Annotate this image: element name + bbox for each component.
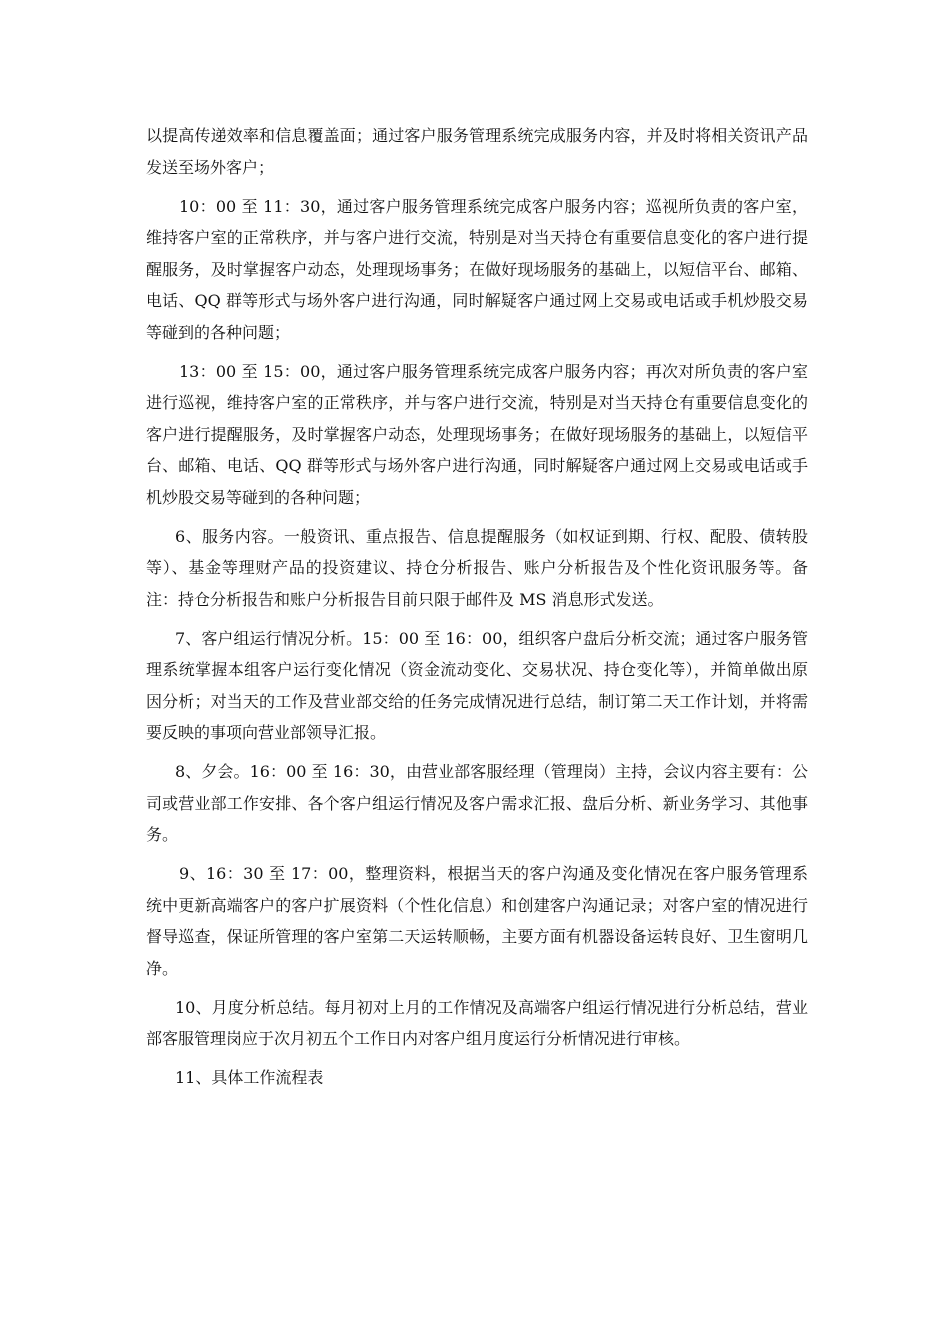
paragraph-morning-schedule: 10：00 至 11：30，通过客户服务管理系统完成客户服务内容；巡视所负责的客户室，维持客户室的正常秩序，并与客户进行交流，特别是对当天持仓有重要信息变化的客户进行提醒服务，及时掌握客户动态，处理现场事务；在做好现场服务的基础上，以短信平台、邮箱、电话、QQ 群等形式与场外客户进行沟通，同时解疑客户通过网上交易或电话或手机炒股交易等碰到的各种问题； (146, 196, 808, 342)
paragraph-data-update: 9、16：30 至 17：00，整理资料，根据当天的客户沟通及变化情况在客户服务管理系统中更新高端客户的客户扩展资料（个性化信息）和创建客户沟通记录；对客户室的情况进行督导巡查，保证所管理的客户室第二天运转顺畅，主要方面有机器设备运转良好、卫生窗明几净。 (146, 864, 808, 978)
paragraph-workflow-heading: 11、具体工作流程表 (175, 1068, 324, 1087)
document-body (146, 120, 808, 1101)
paragraph-continuation: 以提高传递效率和信息覆盖面；通过客户服务管理系统完成服务内容，并及时将相关资讯产品发送至场外客户； (146, 126, 808, 177)
paragraph-evening-meeting: 8、夕会。16：00 至 16：30，由营业部客服经理（管理岗）主持，会议内容主要有：公司或营业部工作安排、各个客户组运行情况及客户需求汇报、盘后分析、新业务学习、其他事务。 (146, 762, 808, 844)
paragraph-group-analysis: 7、客户组运行情况分析。15：00 至 16：00，组织客户盘后分析交流；通过客户服务管理系统掌握本组客户运行变化情况（资金流动变化、交易状况、持仓变化等），并简单做出原因分析；对当天的工作及营业部交给的任务完成情况进行总结，制订第二天工作计划，并将需要反映的事项向营业部领导汇报。 (146, 628, 808, 742)
paragraph-monthly-summary: 10、月度分析总结。每月初对上月的工作情况及高端客户组运行情况进行分析总结，营业部客服管理岗应于次月初五个工作日内对客户组月度运行分析情况进行审核。 (146, 997, 808, 1048)
paragraph-afternoon-schedule: 13：00 至 15：00，通过客户服务管理系统完成客户服务内容；再次对所负责的客户室进行巡视，维持客户室的正常秩序，并与客户进行交流，特别是对当天持仓有重要信息变化的客户进行提醒服务，及时掌握客户动态，处理现场事务；在做好现场服务的基础上，以短信平台、邮箱、电话、QQ 群等形式与场外客户进行沟通，同时解疑客户通过网上交易或电话或手机炒股交易等碰到的各种问题； (146, 361, 808, 507)
paragraph-service-content: 6、服务内容。一般资讯、重点报告、信息提醒服务（如权证到期、行权、配股、债转股等）、基金等理财产品的投资建议、持仓分析报告、账户分析报告及个性化资讯服务等。备注：持仓分析报告和账户分析报告目前只限于邮件及 MS 消息形式发送。 (146, 526, 808, 609)
